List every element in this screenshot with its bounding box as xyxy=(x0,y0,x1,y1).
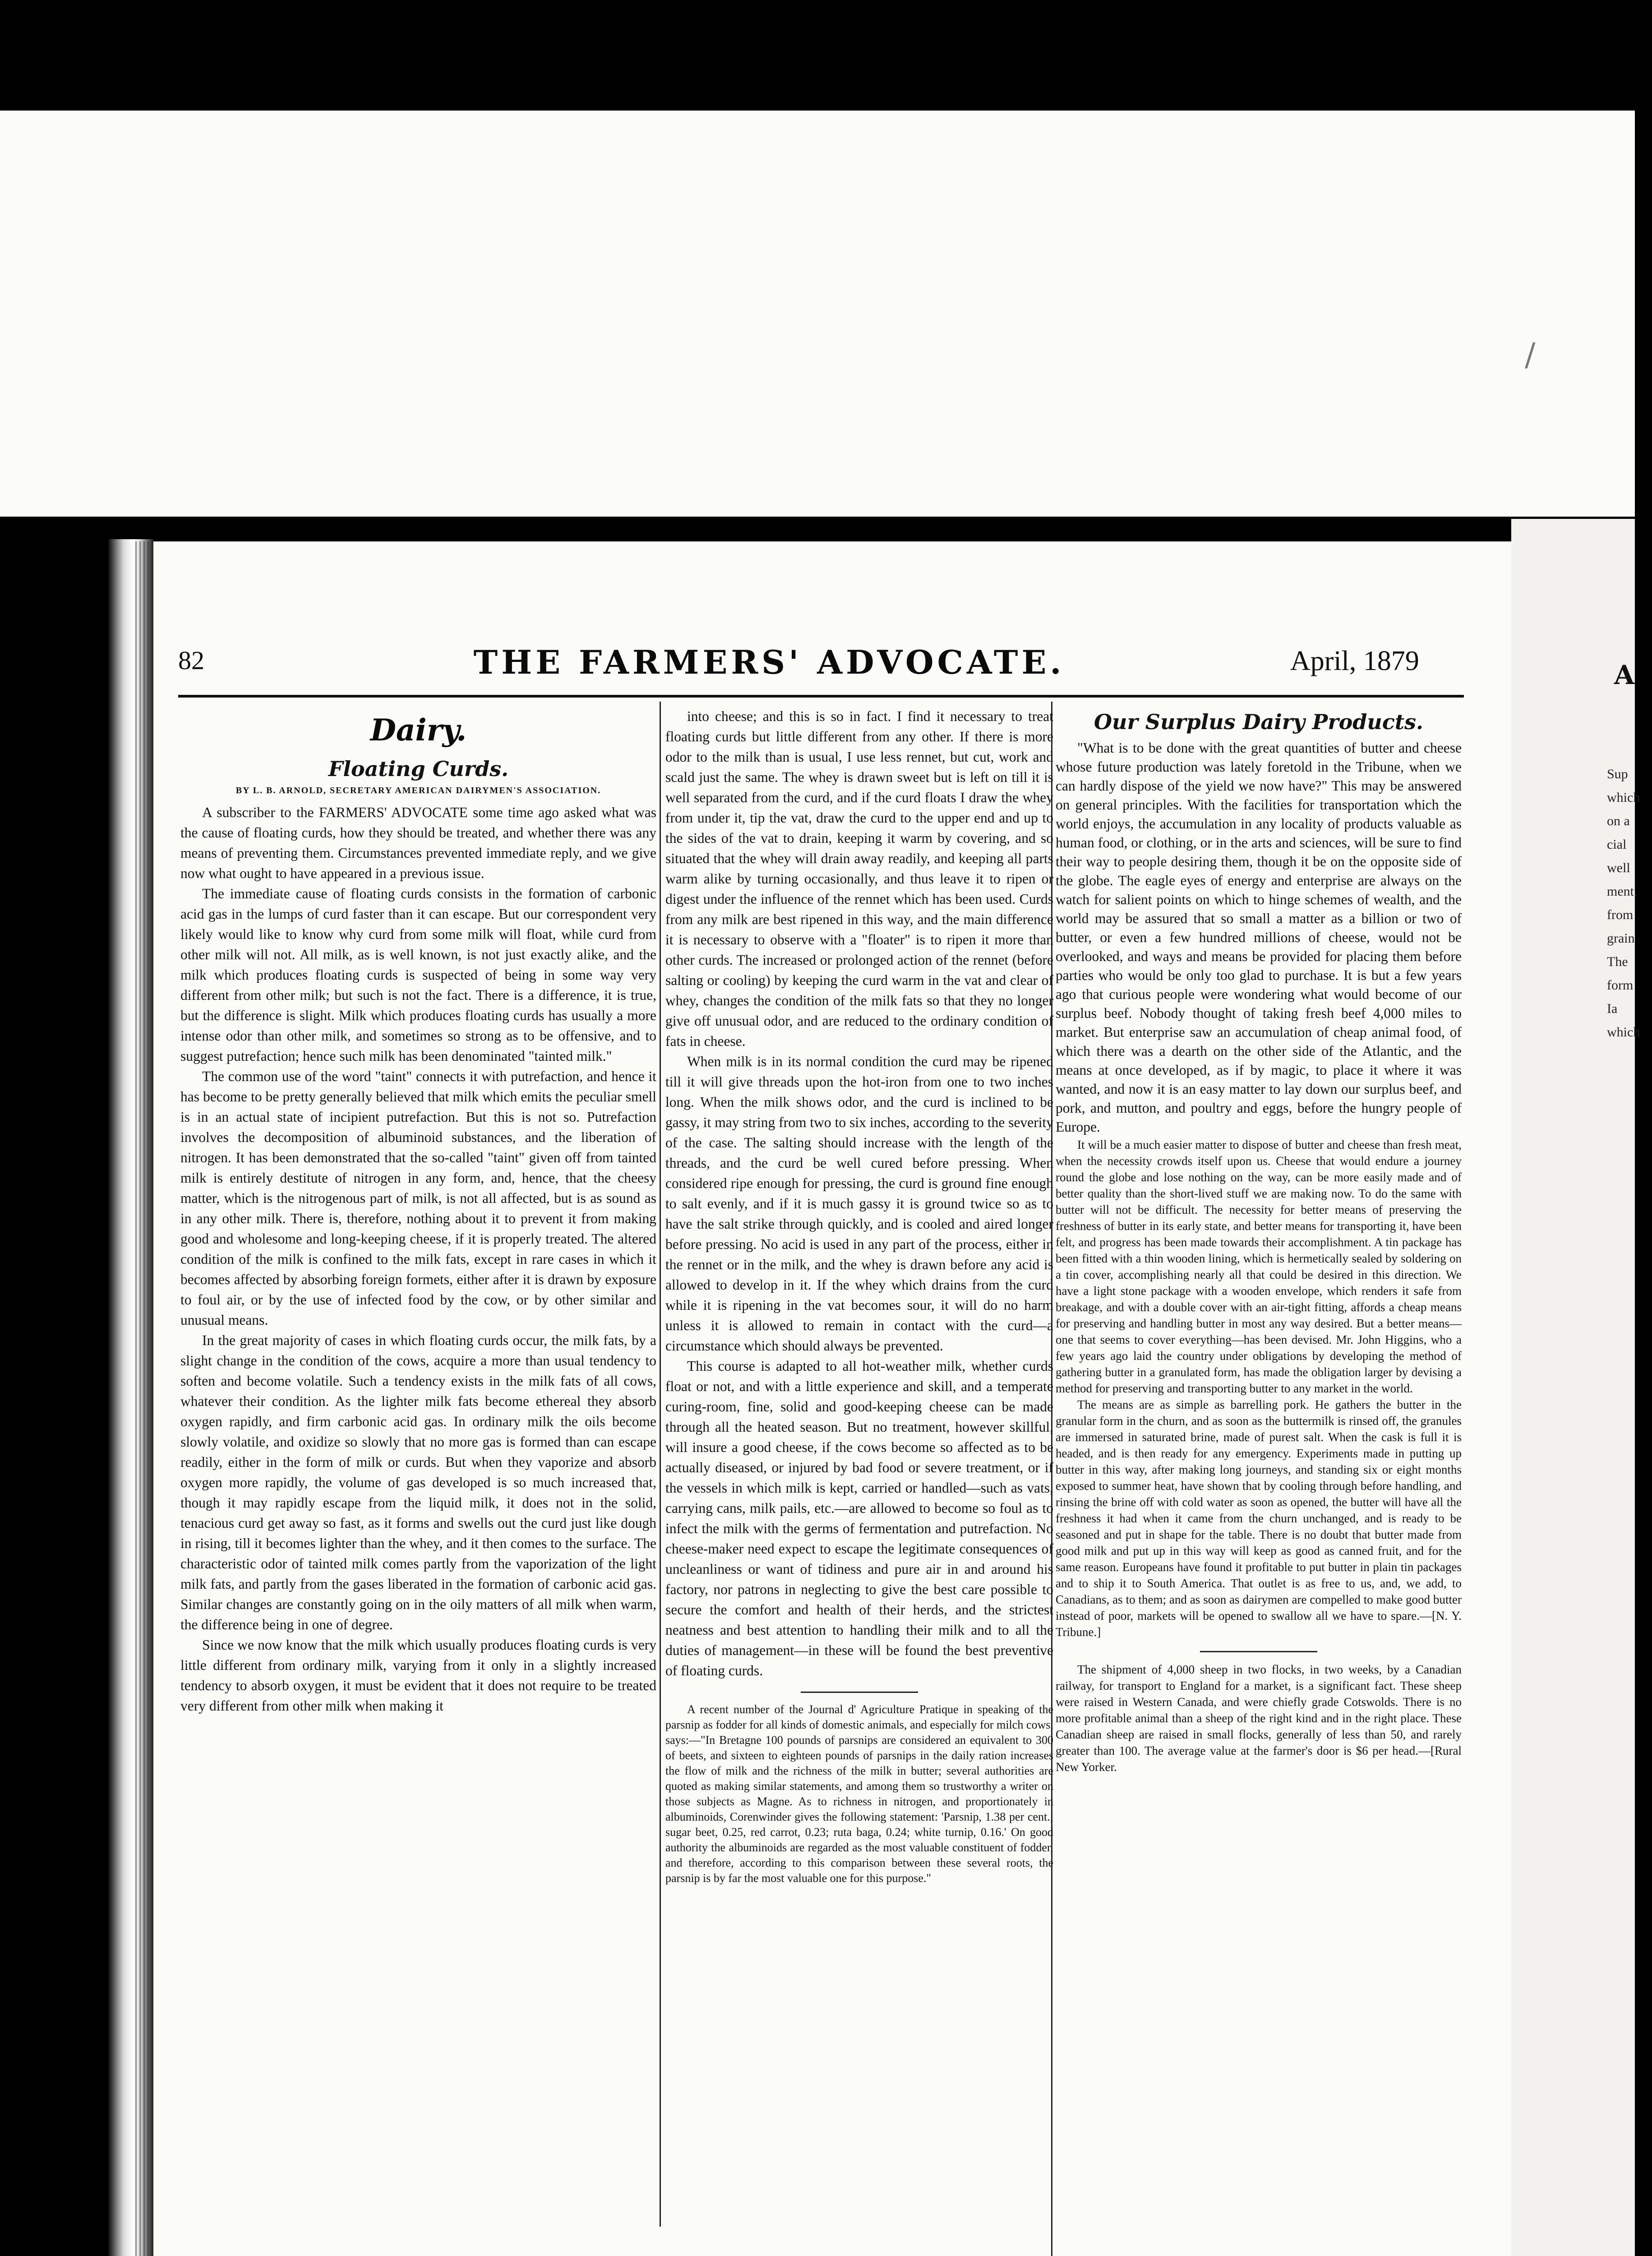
paragraph: This course is adapted to all hot-weather milk, whether curds float or not, and with a little experience and skill, and a temperate curing-room, fine, solid and good-keeping cheese can be made through all the heated season. But no treatment, however skillful, will insure a good cheese, if the cows become so affected as to be actually diseased, or injured by bad food or severe treatment, or if the vessels in which milk is kept, carried or handled—such as vats, carrying cans, milk pails, etc.—are allowed to become so foul as to infect the milk with the germs of fermentation and putrefaction. No cheese-maker need expect to escape the legitimate consequences of uncleanliness or want of tidiness and pure air in and around his factory, nor patrons in neglecting to give the best care possible to secure the comfort and health of their herds, and the strictest neatness and best attention to handling their milk and to all the duties of management—in these will be found the best preventive of floating curds. xyxy=(665,1358,1053,1678)
article-body xyxy=(1056,739,1462,1137)
facing-line: grain xyxy=(1607,931,1635,946)
paragraph: It will be a much easier matter to dispose of butter and cheese than fresh meat, when the necessity crowds itself upon us. Cheese that would endure a journey round the globe and lose nothing on the way, can be more easily made and of better quality than the short-lived stuff we are making now. To do the same with butter will not be difficult. The necessity for better means of preserving the freshness of butter in its early state, and better means for transporting it, have been felt, and progress has been made towards their accomplishment. A tin package has been fitted with a thin wooden lining, which is hermetically sealed by soldering on a tin cover, accomplishing nearly all that could be desired in this direction. We have a light stone package with a wooden envelope, which renders it safe from breakage, and with a double cover with an air-tight fitting, affords a cheap means for preserving and handling butter in most any way desired. But a better means—one that seems to cover everything—has been devised. Mr. John Higgins, who a few years ago laid the country under obligations by developing the method of gathering butter in a granulated form, has made the obligation larger by devising a method for preserving and transporting butter to any market in the world. xyxy=(1056,1138,1462,1395)
article-body xyxy=(180,802,656,1716)
facing-line: form xyxy=(1607,978,1634,993)
facing-line: cial xyxy=(1607,837,1627,852)
sheep-note xyxy=(1056,1661,1462,1775)
facing-line: on a xyxy=(1607,814,1630,828)
facing-line: from xyxy=(1607,907,1634,922)
page-number: 82 xyxy=(178,646,204,675)
facing-line: The xyxy=(1607,954,1628,969)
section-heading: Dairy. xyxy=(370,712,467,748)
masthead: THE FARMERS' ADVOCATE. xyxy=(473,643,1065,681)
blank-sheet-top xyxy=(0,111,1635,517)
facing-line: Ia xyxy=(1607,1001,1618,1016)
separator-rule xyxy=(801,1692,918,1693)
article-body-small xyxy=(1056,1137,1462,1640)
column-surplus-dairy xyxy=(1056,706,1462,2256)
paragraph: The shipment of 4,000 sheep in two flocks, in two weeks, by a Canadian railway, for transport to England for a market, is a significant fact. These sheep were raised in Western Canada, and were chiefly grade Cotswolds. There is no more profitable animal than a sheep of the right kind and in the right place. These Canadian sheep are raised in small flocks, generally of less than 50, and rarely greater than 100. The average value at the farmer's door is $6 per head.—[Rural New Yorker. xyxy=(1056,1663,1462,1774)
facing-page-text xyxy=(1607,763,1652,1044)
article-title: Our Surplus Dairy Products. xyxy=(1094,710,1424,734)
facing-page-header: A xyxy=(1614,660,1635,690)
paragraph: When milk is in its normal condition the curd may be ripened till it will give threads upon the hot-iron from one to two inches long. When the milk shows odor, and the curd is inclined to be gassy, it may string from two to six inches, according to the severity of the case. The salting should increase with the length of the threads, and the curd be well cured before pressing. When considered ripe enough for pressing, the curd is ground fine enough to salt evenly, and if it is much gassy it is ground twice so as to have the salt strike through quickly, and is cooled and aired longer before pressing. No acid is used in any part of the process, either in the rennet or in the milk, and the whey is drawn before any acid is allowed to develop in it. If the whey which drains from the curd while it is ripening in the vat becomes sour, it will do no harm unless it is allowed to remain in contact with the curd—a circumstance which should always be prevented. xyxy=(665,1054,1053,1354)
article-body xyxy=(665,706,1053,1681)
facing-page-fragment xyxy=(1511,519,1640,2256)
paragraph: In the great majority of cases in which floating curds occur, the milk fats, by a slight change in the condition of the cows, acquire a more than usual tendency to soften and become volatile. Such a tendency exists in the milk fats of all cows, whatever their condition. As the lighter milk fats become ethereal they absorb oxygen rapidly, and firm carbonic acid gas. In ordinary milk the oils become slowly volatile, and oxidize so slowly that no more gas is formed than can escape readily, either in the form of milk or curds. But when they vaporize and absorb oxygen more rapidly, the volume of gas developed is so much increased that, though it may rapidly escape from the liquid milk, it does not in the solid, tenacious curd get away so fast, as it forms and swells out the curd just like dough in rising, till it becomes lighter than the whey, and it then comes to the surface. The characteristic odor of tainted milk comes partly from the vaporization of the light milk fats, and partly from the gases liberated in the formation of carbonic acid gas. Similar changes are constantly going on in the oily matters of all milk when warm, the difference being in one of degree. xyxy=(180,1332,656,1632)
separator-rule xyxy=(1200,1651,1317,1652)
paragraph: Since we now know that the milk which usually produces floating curds is very little different from ordinary milk, varying from it only in a slightly increased tendency to absorb oxygen, it must be evident that it does not require to be treated very different from other milk when making it xyxy=(180,1637,656,1714)
facing-line: ment. xyxy=(1607,884,1638,899)
column-dairy xyxy=(180,706,656,2231)
binding-lines xyxy=(135,541,153,2256)
article-title: Floating Curds. xyxy=(328,757,509,781)
paragraph: The means are as simple as barrelling pork. He gathers the butter in the granular form in the churn, and as soon as the buttermilk is rinsed off, the granules are immersed in saturated brine, made of purest salt. When the cask is full it is headed, and is then ready for any emergency. Experiments made in putting up butter in this way, after making long journeys, and standing six or eight months exposed to summer heat, have shown that by cooling through before handling, and rinsing the brine off with cold water as soon as opened, the butter will have all the freshness it had when it came from the churn unchanged, and is ready to be seasoned and put in shape for the table. There is no doubt that butter made from good milk and put up in this way will keep as good as canned fruit, and for the same reason. Europeans have found it profitable to put butter in plain tin packages and to ship it to South America. That outlet is as free to us, and, we add, to Canadians, as to them; and as soon as dairymen are compelled to make good butter instead of poor, markets will be opened to swallow all we have to spare.—[N. Y. Tribune.] xyxy=(1056,1398,1462,1639)
paragraph: A recent number of the Journal d' Agriculture Pratique in speaking of the parsnip as fodder for all kinds of domestic animals, and especially for milch cows, says:—"In Bretagne 100 pounds of parsnips are considered an equivalent to 300 of beets, and sixteen to eighteen pounds of parsnips in the daily ration increases the flow of milk and the richness of the milk in butter; several authorities are quoted as making similar statements, and among them so trustworthy a writer on those subjects as Magne. As to richness in nitrogen, and proportionately in albuminoids, Corenwinder gives the following statement: 'Parsnip, 1.38 per cent.; sugar beet, 0.25, red carrot, 0.23; ruta baga, 0.24; white turnip, 0.16.' On good authority the albuminoids are regarded as the most valuable constituent of fodder, and therefore, according to this comparison between these several roots, the parsnip is by far the most valuable one for this purpose." xyxy=(665,1703,1053,1885)
paragraph: The common use of the word "taint" connects it with putrefaction, and hence it has become to be pretty generally believed that milk which emits the peculiar smell is in an actual state of incipient putrefaction. But this is not so. Putrefaction involves the decomposition of albuminoid substances, and the liberation of nitrogen. It has been demonstrated that the so-called "taint" given off from tainted milk is entirely destitute of nitrogen in any form, and, hence, that the cheesy matter, which is the nitrogenous part of milk, is not all affected, but is as sound as in any other milk. There is, therefore, nothing about it to prevent it from making good and wholesome and long-keeping cheese, if it is properly treated. The altered condition of the milk is confined to the milk fats, except in rare cases in which it becomes affected by absorbing foreign formets, either after it is drawn by exposure to foul air, or by the use of infected food by the cow, or by other similar and unusual means. xyxy=(180,1068,656,1328)
facing-line: well xyxy=(1607,860,1630,875)
paragraph: "What is to be done with the great quantities of butter and cheese whose future production was lately foretold in the Tribune, when we can hardly dispose of the yield we now have?" This may be answered on general principles. With the facilities for transportation which the world enjoys, the accumulation in any locality of products valuable as human food, or clothing, or in the arts and sciences, will be sure to find their way to people desiring them, though it be on the opposite side of the globe. The eagle eyes of energy and enterprise are always on the watch for salient points on which to hinge schemes of wealth, and the world may be assured that so small a matter as a billion or two of butter, or even a few hundred millions of cheese, would not be overlooked, and ways and means be provided for placing them before parties who would be only too glad to purchase. It is but a few years ago that curious people were wondering what would become of our surplus beef. Nobody thought of taking fresh beef 4,000 miles to market. But enterprise saw an accumulation of cheap animal food, of which there was a dearth on the other side of the Atlantic, and the means at once developed, as if by magic, to place it where it was wanted, and now it is an easy matter to lay down our surplus beef, and pork, and mutton, and poultry and eggs, before the hungry people of Europe. xyxy=(1056,740,1462,1135)
pencil-mark: / xyxy=(1525,336,1536,373)
facing-line: which xyxy=(1607,1025,1640,1040)
parsnip-note xyxy=(665,1702,1053,1886)
issue-date: April, 1879 xyxy=(1290,646,1419,676)
paragraph: into cheese; and this is so in fact. I find it necessary to treat floating curds but little different from any other. If there is more odor to the milk than is usual, I use less rennet, but cut, work and scald just the same. The whey is drawn sweet but is left on till it is well separated from the curd, and if the curd floats I draw the whey from under it, tip the vat, draw the curd to the upper end and up to the sides of the vat to drain, keeping it warm by covering, and so situated that the whey will drain away readily, and keeping all parts warm alike by turning occasionally, and thus leave it to ripen or digest under the influence of the rennet which has been used. Curds from any milk are best ripened in this way, and the main difference it is necessary to observe with a "floater" is to ripen it more than other curds. The increased or prolonged action of the rennet (before salting or cooling) by keeping the curd warm in the vat and clear of whey, changes the condition of the milk fats so that they no longer give off unusual odor, and are reduced to the ordinary condition of fats in cheese. xyxy=(665,708,1053,1049)
column-continuation xyxy=(665,706,1053,2256)
paragraph: A subscriber to the FARMERS' ADVOCATE some time ago asked what was the cause of floating curds, how they should be treated, and whether there was any means of preventing them. Circumstances prevented immediate reply, and we give now what ought to have appeared in a previous issue. xyxy=(180,804,656,881)
paragraph: The immediate cause of floating curds consists in the formation of carbonic acid gas in the lumps of curd faster than it can escape. But our correspondent very likely would like to know why curd from some milk will float, while curd from other milk will not. All milk, as is well known, is not just exactly alike, and the milk which produces floating curds is suspected of being in some way very different from other milk; but such is not the fact. There is a difference, it is true, but the difference is slight. Milk which produces floating curds has usually a more intense odor than other milk, and sometimes so strong as to be offensive, and to suggest putrefaction; hence such milk has been denominated "tainted milk." xyxy=(180,886,656,1064)
facing-line: Sup xyxy=(1607,767,1628,781)
column-rule xyxy=(660,702,661,2227)
byline: BY L. B. ARNOLD, SECRETARY AMERICAN DAIRYMEN'S ASSOCIATION. xyxy=(235,786,601,795)
facing-line: which xyxy=(1607,790,1640,805)
header-rule xyxy=(178,695,1464,698)
